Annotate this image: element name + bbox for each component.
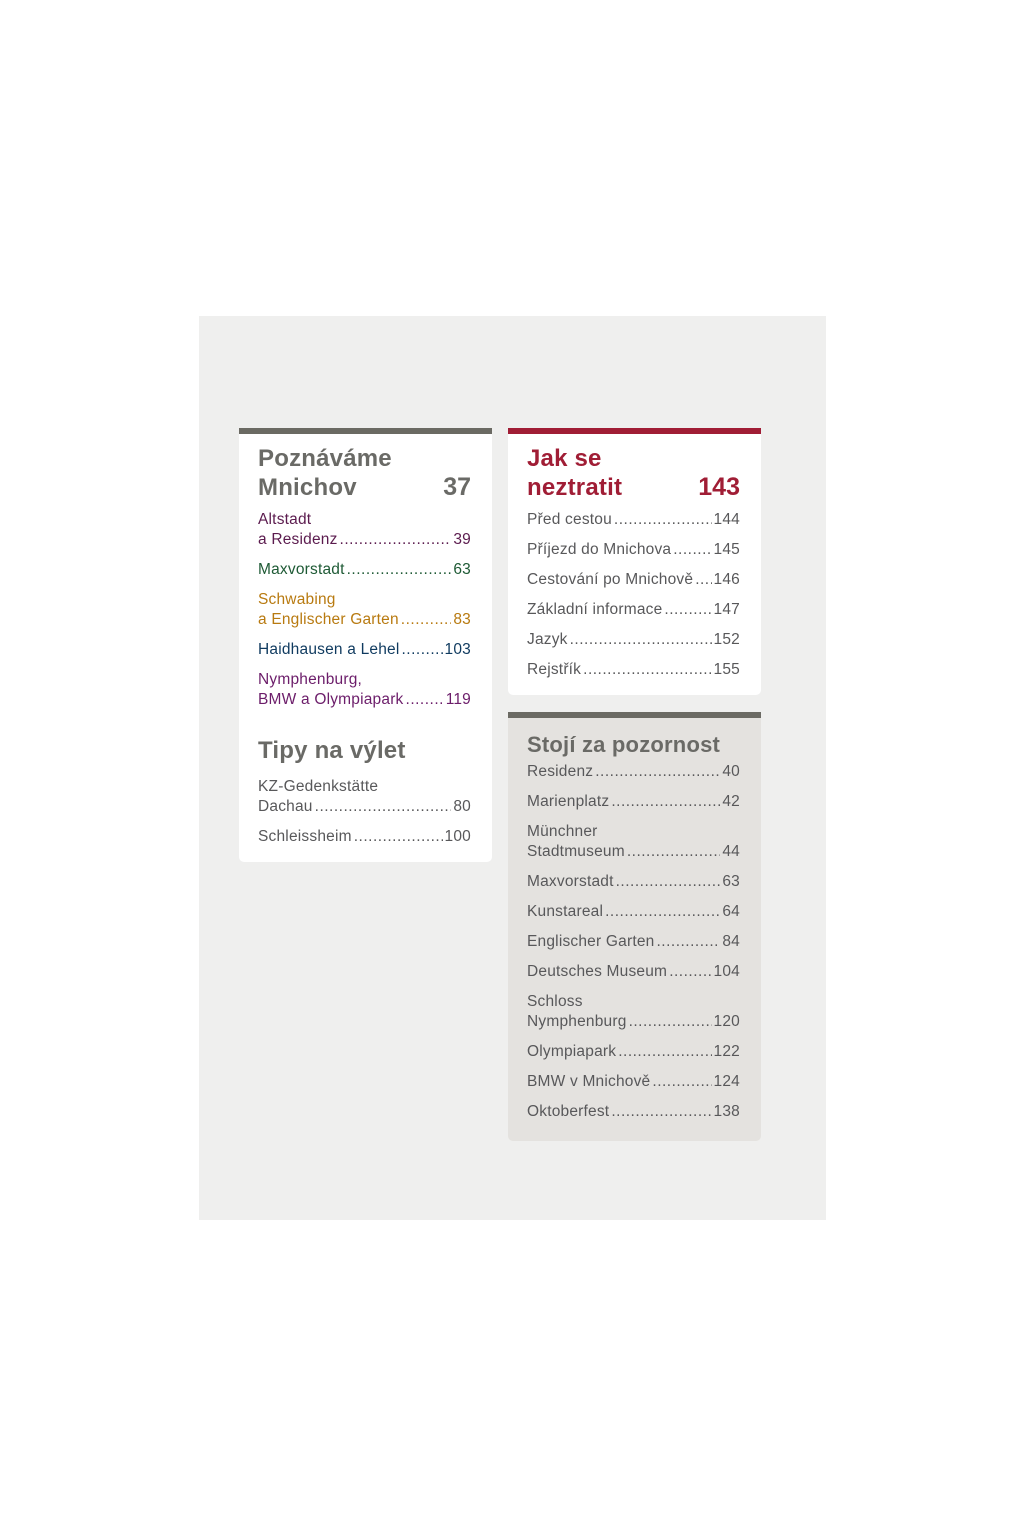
survival-entry-leader-dots [614, 510, 712, 530]
explore-entry[interactable] [258, 560, 471, 580]
survival-entry[interactable] [527, 570, 740, 590]
explore-entry-leader-dots [406, 690, 444, 710]
survival-entry-label: Jazyk [527, 631, 568, 648]
highlights-entry-leader-dots [652, 1072, 711, 1092]
highlights-entry-leader-dots [611, 1102, 711, 1122]
explore-entry-leader-dots [347, 560, 452, 580]
explore-entry-label: a Englischer Garten [258, 611, 399, 628]
highlights-entry-leader-dots [595, 762, 720, 782]
trips-entry-page-number: 100 [444, 828, 471, 845]
survival-entry[interactable] [527, 540, 740, 560]
explore-entry-label: a Residenz [258, 531, 338, 548]
highlights-entry[interactable] [527, 762, 740, 782]
highlights-entry-label: Olympiapark [527, 1043, 617, 1060]
explore-heading [258, 444, 471, 502]
trips-entry-page-number: 80 [453, 798, 471, 815]
explore-title-line1: Poznáváme [258, 445, 392, 472]
highlights-entry-label: BMW v Mnichově [527, 1073, 651, 1090]
explore-entry-label-line1: Nymphenburg, [258, 671, 363, 688]
trips-entry-label: Dachau [258, 798, 313, 815]
highlights-entry[interactable] [527, 1042, 740, 1062]
survival-entry-leader-dots [695, 570, 711, 590]
survival-top-bar [508, 428, 761, 434]
trips-entry-label-line1: KZ-Gedenkstätte [258, 778, 379, 795]
trips-entry[interactable] [258, 827, 471, 847]
explore-list [258, 510, 471, 720]
highlights-entry[interactable] [527, 1072, 740, 1092]
survival-heading [527, 444, 740, 502]
explore-entry[interactable] [258, 510, 471, 550]
survival-entry-leader-dots [570, 630, 712, 650]
highlights-entry-label: Oktoberfest [527, 1103, 610, 1120]
highlights-entry-page-number: 63 [722, 873, 740, 890]
survival-entry-page-number: 147 [713, 601, 740, 618]
highlights-entry[interactable] [527, 822, 740, 862]
survival-entry-leader-dots [673, 540, 711, 560]
survival-entry-label: Cestování po Mnichově [527, 571, 694, 588]
survival-entry[interactable] [527, 510, 740, 530]
highlights-entry-label: Residenz [527, 763, 594, 780]
explore-entry-page-number: 83 [453, 611, 471, 628]
highlights-entry-leader-dots [629, 1012, 712, 1032]
highlights-top-bar [508, 712, 761, 718]
highlights-entry-page-number: 124 [713, 1073, 740, 1090]
survival-entry-label: Před cestou [527, 511, 612, 528]
explore-entry-leader-dots [401, 610, 452, 630]
explore-entry-leader-dots [340, 530, 452, 550]
survival-card [508, 428, 761, 695]
highlights-entry-leader-dots [618, 1042, 711, 1062]
survival-list [527, 510, 740, 690]
explore-entry-label-line1: Schwabing [258, 591, 336, 608]
trips-list [258, 777, 471, 857]
trips-entry-leader-dots [354, 827, 443, 847]
highlights-entry-leader-dots [656, 932, 720, 952]
survival-entry-page-number: 145 [713, 541, 740, 558]
survival-title-line1: Jak se [527, 445, 602, 472]
explore-entry[interactable] [258, 670, 471, 710]
highlights-entry[interactable] [527, 962, 740, 982]
highlights-entry[interactable] [527, 792, 740, 812]
highlights-list [527, 762, 740, 1132]
explore-entry-leader-dots [402, 640, 443, 660]
highlights-entry-label: Maxvorstadt [527, 873, 614, 890]
highlights-entry-leader-dots [611, 792, 720, 812]
highlights-entry-page-number: 64 [722, 903, 740, 920]
highlights-entry-leader-dots [627, 842, 721, 862]
highlights-entry-page-number: 44 [722, 843, 740, 860]
survival-entry-page-number: 152 [713, 631, 740, 648]
highlights-entry-page-number: 122 [713, 1043, 740, 1060]
explore-entry-label-line1: Altstadt [258, 511, 312, 528]
highlights-entry-page-number: 42 [722, 793, 740, 810]
highlights-entry-page-number: 104 [713, 963, 740, 980]
highlights-entry[interactable] [527, 872, 740, 892]
highlights-entry-label: Nymphenburg [527, 1013, 627, 1030]
highlights-entry[interactable] [527, 902, 740, 922]
explore-entry-page-number: 39 [453, 531, 471, 548]
survival-entry-page-number: 155 [713, 661, 740, 678]
explore-entry-label: BMW a Olympiapark [258, 691, 404, 708]
highlights-entry-label-line1: Münchner [527, 823, 598, 840]
explore-entry[interactable] [258, 640, 471, 660]
highlights-entry-label: Kunstareal [527, 903, 604, 920]
toc-page [199, 316, 826, 1220]
explore-entry-label: Maxvorstadt [258, 561, 345, 578]
survival-entry-label: Základní informace [527, 601, 663, 618]
highlights-entry-leader-dots [605, 902, 720, 922]
explore-title-line2: Mnichov [258, 474, 357, 501]
explore-entry-page-number: 63 [453, 561, 471, 578]
survival-entry[interactable] [527, 660, 740, 680]
highlights-entry[interactable] [527, 932, 740, 952]
explore-entry-page-number: 103 [444, 641, 471, 658]
explore-entry-label: Haidhausen a Lehel [258, 641, 400, 658]
survival-entry-label: Rejstřík [527, 661, 582, 678]
highlights-entry[interactable] [527, 992, 740, 1032]
explore-entry[interactable] [258, 590, 471, 630]
survival-entry[interactable] [527, 630, 740, 650]
highlights-entry-page-number: 120 [713, 1013, 740, 1030]
highlights-entry-page-number: 138 [713, 1103, 740, 1120]
survival-title-line2: neztratit [527, 474, 623, 501]
highlights-entry-leader-dots [616, 872, 721, 892]
survival-entry[interactable] [527, 600, 740, 620]
highlights-entry-label: Stadtmuseum [527, 843, 625, 860]
trips-entry-label: Schleissheim [258, 828, 352, 845]
explore-entry-page-number: 119 [445, 691, 471, 708]
highlights-entry-page-number: 40 [722, 763, 740, 780]
explore-card [239, 428, 492, 862]
highlights-entry-label-line1: Schloss [527, 993, 583, 1010]
highlights-entry-page-number: 84 [722, 933, 740, 950]
survival-entry-label: Příjezd do Mnichova [527, 541, 672, 558]
trips-entry-leader-dots [315, 797, 452, 817]
survival-entry-leader-dots [664, 600, 711, 620]
survival-entry-page-number: 144 [713, 511, 740, 528]
survival-page-number: 143 [698, 473, 740, 501]
highlights-entry-label: Marienplatz [527, 793, 610, 810]
highlights-entry-leader-dots [669, 962, 711, 982]
trips-title: Tipy na výlet [258, 737, 406, 764]
highlights-entry-label: Englischer Garten [527, 933, 655, 950]
highlights-entry-label: Deutsches Museum [527, 963, 668, 980]
survival-entry-page-number: 146 [713, 571, 740, 588]
survival-entry-leader-dots [583, 660, 711, 680]
trips-entry[interactable] [258, 777, 471, 817]
highlights-card [508, 712, 761, 1141]
highlights-entry[interactable] [527, 1102, 740, 1122]
explore-top-bar [239, 428, 492, 434]
explore-page-number: 37 [443, 473, 471, 501]
highlights-title: Stojí za pozornost [527, 732, 721, 757]
